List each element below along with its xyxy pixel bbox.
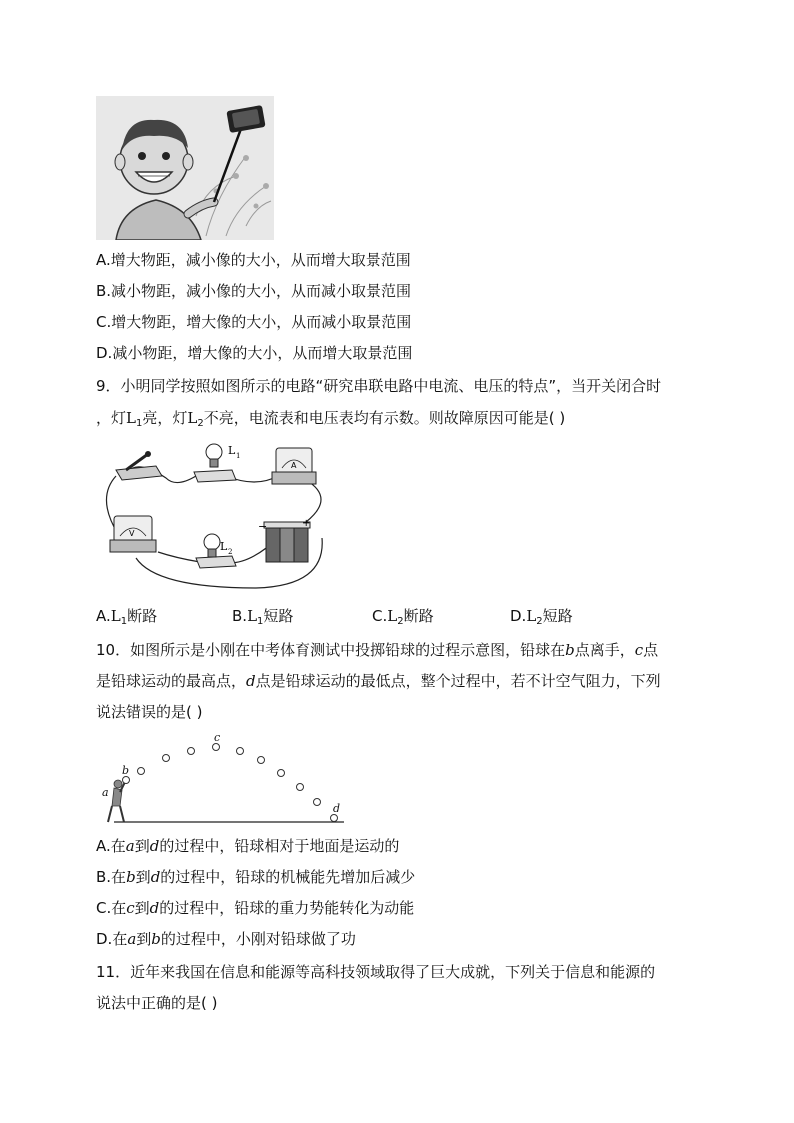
q8-option-d[interactable]: D.减小物距，增大像的大小，从而增大取景范围 (96, 344, 413, 362)
battery-icon (258, 518, 310, 562)
q8-option-c[interactable]: C.增大物距，增大像的大小，从而减小取景范围 (96, 313, 412, 331)
q10-option-d[interactable]: D.在a到b的过程中，小刚对铅球做了功 (96, 930, 356, 948)
label-l1-sub: 1 (236, 452, 241, 460)
circuit-diagram (96, 438, 336, 594)
q9-option-c[interactable]: $C.L_2$断路 (372, 607, 434, 627)
shot-put-trajectory (96, 730, 348, 826)
q10-option-a[interactable]: A.在a到d的过程中，铅球相对于地面是运动的 (96, 837, 400, 855)
q9-option-b[interactable]: $B.L_1$短路 (232, 607, 294, 627)
switch-icon (116, 451, 162, 480)
lamp1-icon (194, 444, 240, 482)
q11-stem-line1: 11．近年来我国在信息和能源等高科技领域取得了巨大成就，下列关于信息和能源的 (96, 963, 656, 981)
ball-c (213, 744, 220, 751)
ball-d (331, 815, 338, 822)
q10-option-b[interactable]: B.在b到d的过程中，铅球的机械能先增加后减少 (96, 868, 416, 886)
q9-option-a[interactable]: $A.L_1$断路 (96, 607, 158, 627)
label-b: b (122, 764, 130, 777)
ammeter-icon (272, 448, 316, 484)
battery-minus: − (258, 520, 268, 533)
q9-stem-line1: 9．小明同学按照如图所示的电路“研究串联电路中电流、电压的特点”，当开关闭合时 (96, 377, 662, 395)
label-l2-sub: 2 (228, 548, 233, 556)
voltmeter-label: V (129, 529, 135, 538)
ammeter-label: A (291, 461, 297, 470)
q8-option-a[interactable]: A.增大物距，减小像的大小，从而增大取景范围 (96, 251, 411, 269)
label-c: c (214, 731, 221, 744)
label-l1: L (228, 444, 236, 457)
q10-stem-line3: 说法错误的是( ) (96, 703, 203, 721)
label-l2: L (220, 540, 228, 553)
ball-b (123, 777, 130, 784)
voltmeter-icon (110, 516, 156, 552)
q10-option-c[interactable]: C.在c到d的过程中，铅球的重力势能转化为动能 (96, 899, 415, 917)
selfie-illustration (96, 96, 274, 240)
q11-stem-line2: 说法中正确的是( ) (96, 994, 218, 1012)
athlete-icon (108, 780, 126, 822)
label-a: a (102, 786, 109, 799)
q9-option-d[interactable]: $D.L_2$短路 (510, 607, 573, 627)
label-d: d (333, 802, 341, 815)
q10-stem-line2: 是铅球运动的最高点，d点是铅球运动的最低点，整个过程中，若不计空气阻力，下列 (96, 672, 661, 690)
lamp2-icon (196, 534, 236, 568)
q10-stem-line1: 10．如图所示是小刚在中考体育测试中投掷铅球的过程示意图，铅球在b点离手，c点 (96, 641, 659, 659)
q9-stem-line2: ，灯$L_1$亮，灯$L_2$不亮，电流表和电压表均有示数。则故障原因可能是( ) (96, 409, 566, 429)
q8-option-b[interactable]: B.减小物距，减小像的大小，从而减小取景范围 (96, 282, 412, 300)
battery-plus: + (302, 518, 311, 529)
